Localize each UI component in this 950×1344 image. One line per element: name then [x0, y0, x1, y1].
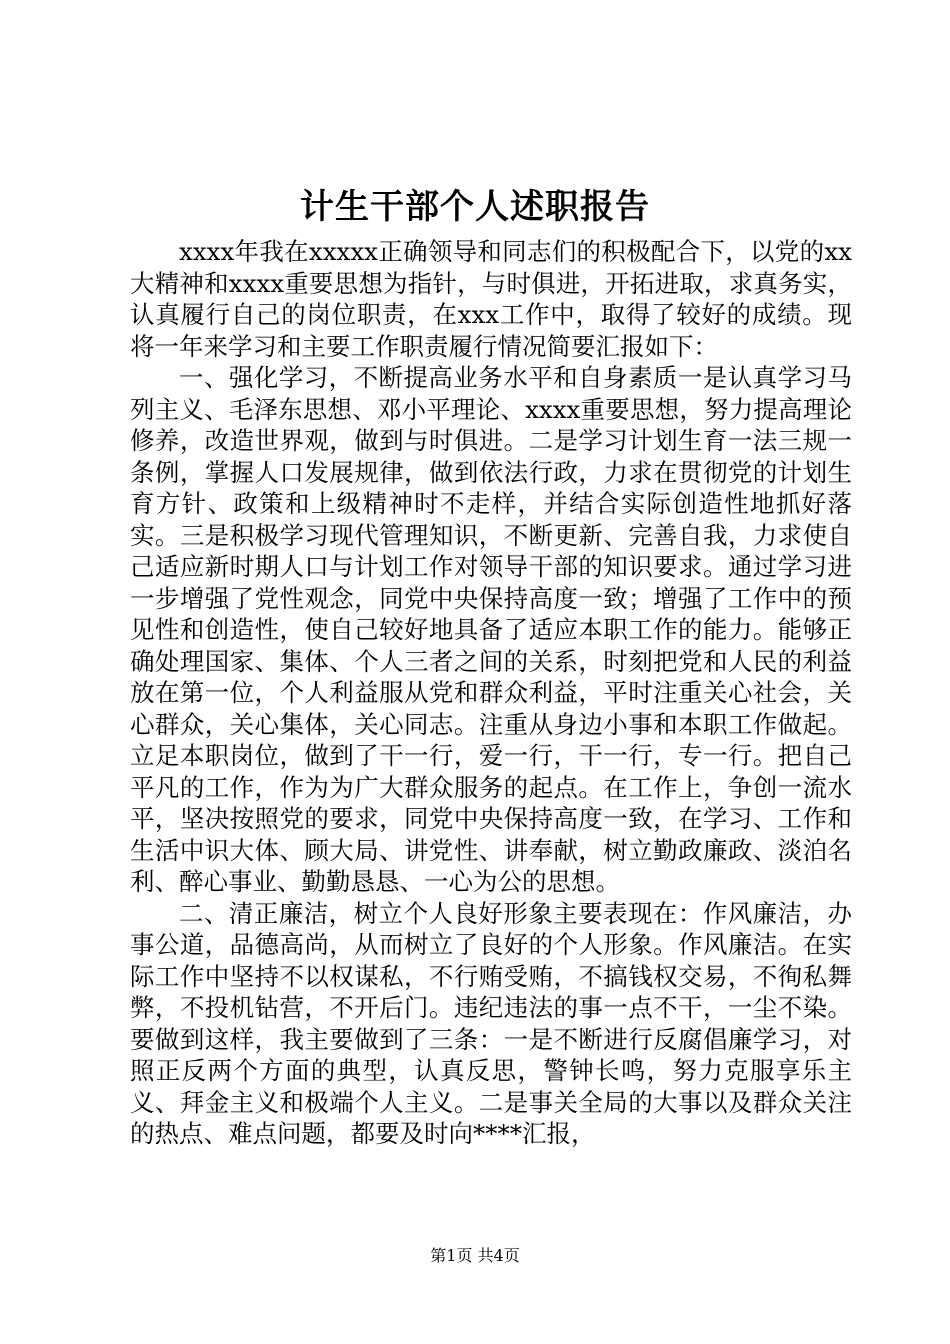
paragraph-section-2: 二、清正廉洁，树立个人良好形象主要表现在：作风廉洁，办事公道，品德高尚，从而树立了良好的个人形象。作风廉洁。在实际工作中坚持不以权谋私，不行贿受贿，不搞钱权交易，不徇私舞弊，不投机钻营，不开后门。违纪违法的事一点不干，一尘不染。要做到这样，我主要做到了三条：一是不断进行反腐倡廉学习，对照正反两个方面的典型，认真反思，警钟长鸣，努力克服享乐主义、拜金主义和极端个人主义。二是事关全局的大事以及群众关注的热点、难点问题，都要及时向****汇报，: [130, 898, 852, 1148]
document-body: [130, 236, 852, 1150]
paragraph-intro: xxxx年我在xxxxx正确领导和同志们的积极配合下，以党的xx大精神和xxxx重要思想为指针，与时俱进，开拓进取，求真务实，认真履行自己的岗位职责，在xxx工作中，取得了较好的成绩。现将一年来学习和主要工作职责履行情况简要汇报如下：: [130, 237, 852, 361]
page-number-footer: 第1页 共4页: [430, 1246, 520, 1265]
document-title: 计生干部个人述职报告: [300, 187, 650, 227]
paragraph-section-1: 一、强化学习，不断提高业务水平和自身素质一是认真学习马列主义、毛泽东思想、邓小平理论、xxxx重要思想，努力提高理论修养，改造世界观，做到与时俱进。二是学习计划生育一法三规一条例，掌握人口发展规律，做到依法行政，力求在贯彻党的计划生育方针、政策和上级精神时不走样，并结合实际创造性地抓好落实。三是积极学习现代管理知识，不断更新、完善自我，力求使自己适应新时期人口与计划工作对领导干部的知识要求。通过学习进一步增强了党性观念，同党中央保持高度一致；增强了工作中的预见性和创造性，使自己较好地具备了适应本职工作的能力。能够正确处理国家、集体、个人三者之间的关系，时刻把党和人民的利益放在第一位，个人利益服从党和群众利益，平时注重关心社会，关心群众，关心集体，关心同志。注重从身边小事和本职工作做起。立足本职岗位，做到了干一行，爱一行，干一行，专一行。把自己平凡的工作，作为为广大群众服务的起点。在工作上，争创一流水平，坚决按照党的要求，同党中央保持高度一致，在学习、工作和生活中识大体、顾大局、讲党性、讲奉献，树立勤政廉政、淡泊名利、醉心事业、勤勤恳恳、一心为公的思想。: [130, 363, 852, 896]
